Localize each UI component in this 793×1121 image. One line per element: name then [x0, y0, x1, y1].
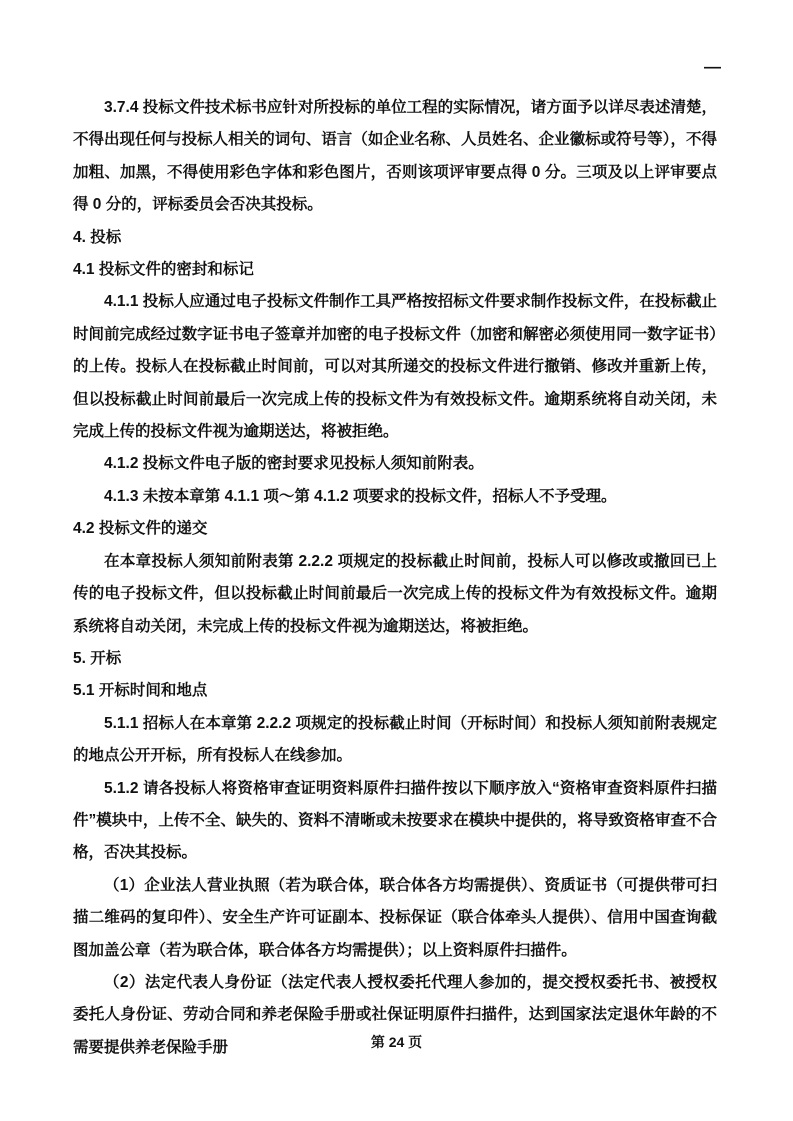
paragraph-4-1-2: 4.1.2 投标文件电子版的密封要求见投标人须知前附表。	[104, 455, 484, 473]
paragraph-3-7-4: 3.7.4 投标文件技术标书应针对所投标的单位工程的实际情况，诸方面予以详尽表述清楚，不得出现任何与投标人相关的词句、语言（如企业名称、人员姓名、企业徽标或符号等），不得加粗、加黑，不得使用彩色字体和彩色图片，否则该项评审要点得 0 分。三项及以上评审要点得 0 分的，评标委员会否决其投标。	[73, 99, 717, 214]
page-footer	[0, 1032, 793, 1052]
page-corner-dash: —	[704, 57, 721, 76]
paragraph-list-item-1: （1）企业法人营业执照（若为联合体，联合体各方均需提供）、资质证书（可提供带可扫描二维码的复印件）、安全生产许可证副本、投标保证（联合体牵头人提供）、信用中国查询截图加盖公章（若为联合体，联合体各方均需提供）；以上资料原件扫描件。	[73, 876, 717, 959]
heading-section-4: 4. 投标	[73, 228, 122, 246]
paragraph-5-1-1: 5.1.1 招标人在本章第 2.2.2 项规定的投标截止时间（开标时间）和投标人须知前附表规定的地点公开开标，所有投标人在线参加。	[73, 714, 717, 765]
heading-section-4-2: 4.2 投标文件的递交	[73, 520, 208, 538]
page-number: 第 24 页	[370, 1034, 423, 1050]
heading-section-5-1: 5.1 开标时间和地点	[73, 682, 208, 700]
document-body	[73, 92, 717, 1064]
paragraph-4-1-1: 4.1.1 投标人应通过电子投标文件制作工具严格按招标文件要求制作投标文件，在投标截止时间前完成经过数字证书电子签章并加密的电子投标文件（加密和解密必须使用同一数字证书）的上传。投标人在投标截止时间前，可以对其所递交的投标文件进行撤销、修改并重新上传，但以投标截止时间前最后一次完成上传的投标文件为有效投标文件。逾期系统将自动关闭，未完成上传的投标文件视为逾期送达，将被拒绝。	[73, 293, 717, 441]
heading-section-5: 5. 开标	[73, 649, 122, 667]
paragraph-4-2-body: 在本章投标人须知前附表第 2.2.2 项规定的投标截止时间前，投标人可以修改或撤回已上传的电子投标文件，但以投标截止时间前最后一次完成上传的投标文件为有效投标文件。逾期系统将自动关闭，未完成上传的投标文件视为逾期送达，将被拒绝。	[73, 552, 717, 635]
paragraph-5-1-2: 5.1.2 请各投标人将资格审查证明资料原件扫描件按以下顺序放入“资格审查资料原件扫描件”模块中，上传不全、缺失的、资料不清晰或未按要求在模块中提供的，将导致资格审查不合格，否决其投标。	[73, 779, 717, 862]
paragraph-4-1-3: 4.1.3 未按本章第 4.1.1 项～第 4.1.2 项要求的投标文件，招标人不予受理。	[104, 487, 617, 505]
paragraph-list-item-2: （2）法定代表人身份证（法定代表人授权委托代理人参加的，提交授权委托书、被授权委托人身份证、劳动合同和养老保险手册或社保证明原件扫描件，达到国家法定退休年龄的不需要提供养老保险手册	[73, 973, 717, 1056]
heading-section-4-1: 4.1 投标文件的密封和标记	[73, 261, 254, 279]
